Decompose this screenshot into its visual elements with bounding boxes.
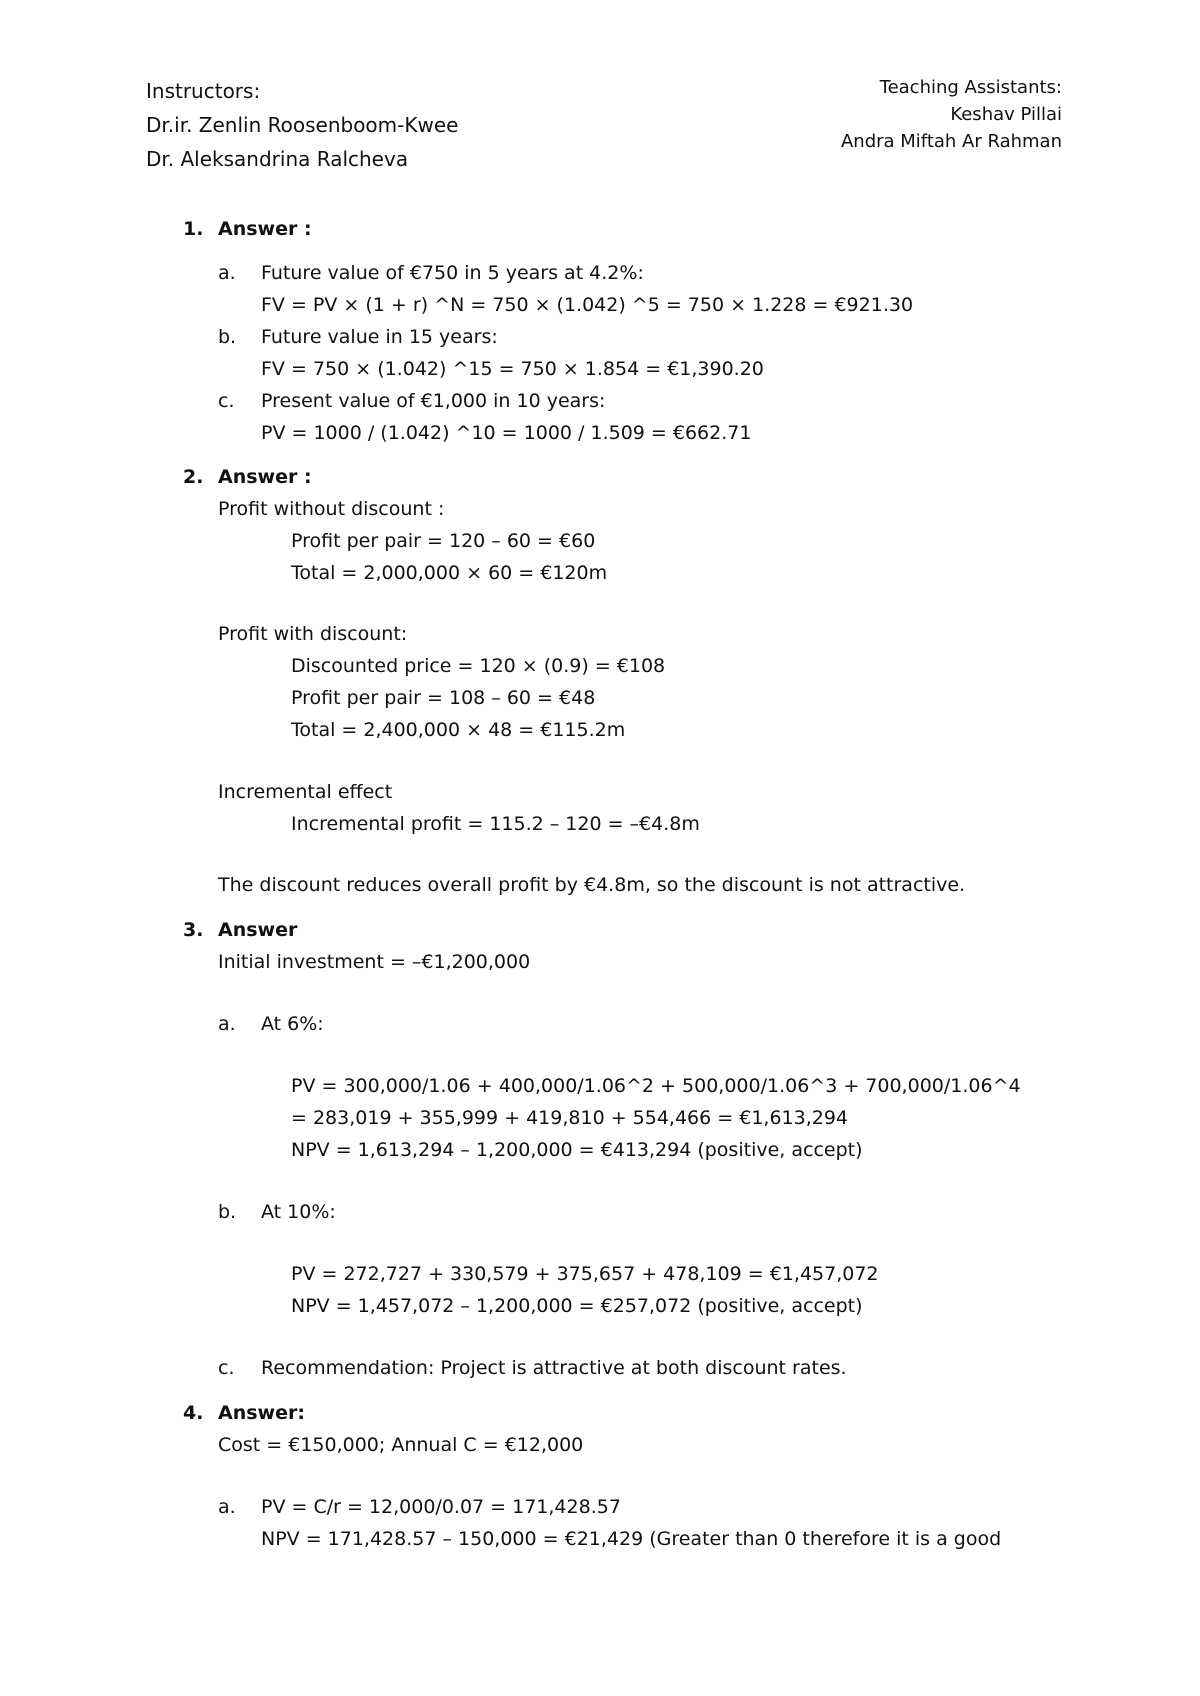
- formula-line: PV = C/r = 12,000/0.07 = 171,428.57: [261, 1496, 621, 1518]
- formula-line: Total = 2,000,000 × 60 = €120m: [291, 562, 608, 584]
- formula-line: PV = 300,000/1.06 + 400,000/1.06^2 + 500,000/1.06^3 + 700,000/1.06^4: [291, 1075, 1021, 1097]
- formula-line: Profit per pair = 120 – 60 = €60: [291, 530, 596, 552]
- item-marker: b.: [218, 1201, 237, 1223]
- item-marker: a.: [218, 262, 236, 284]
- question-number: 2.: [183, 466, 204, 488]
- section-label: Profit without discount :: [218, 498, 445, 520]
- answer-heading: Answer :: [218, 466, 312, 488]
- formula-line: PV = 272,727 + 330,579 + 375,657 + 478,109 = €1,457,072: [291, 1263, 879, 1285]
- question-number: 4.: [183, 1402, 204, 1424]
- formula-line: Total = 2,400,000 × 48 = €115.2m: [291, 719, 626, 741]
- ta-label: Teaching Assistants:: [879, 77, 1062, 98]
- item-marker: a.: [218, 1013, 236, 1035]
- formula-line: Profit per pair = 108 – 60 = €48: [291, 687, 596, 709]
- formula-line: FV = PV × (1 + r) ^N = 750 × (1.042) ^5 = 750 × 1.228 = €921.30: [261, 294, 914, 316]
- item-marker: b.: [218, 326, 237, 348]
- instructors-block: [146, 74, 458, 176]
- formula-line: NPV = 1,457,072 – 1,200,000 = €257,072 (positive, accept): [291, 1295, 863, 1317]
- section-label: At 10%:: [261, 1201, 336, 1223]
- answer-text: Future value in 15 years:: [261, 326, 498, 348]
- formula-line: FV = 750 × (1.042) ^15 = 750 × 1.854 = €1,390.20: [261, 358, 764, 380]
- section-label: Incremental effect: [218, 781, 393, 803]
- answer-heading: Answer :: [218, 218, 312, 240]
- instructors-label: Instructors:: [146, 79, 261, 103]
- answer-text: Present value of €1,000 in 10 years:: [261, 390, 606, 412]
- item-marker: c.: [218, 390, 235, 412]
- formula-line: PV = 1000 / (1.042) ^10 = 1000 / 1.509 = €662.71: [261, 422, 752, 444]
- ta-name: Andra Miftah Ar Rahman: [840, 131, 1062, 152]
- answer-heading: Answer: [218, 919, 298, 941]
- formula-line: = 283,019 + 355,999 + 419,810 + 554,466 = €1,613,294: [291, 1107, 849, 1129]
- instructor-name: Dr. Aleksandrina Ralcheva: [146, 147, 409, 171]
- answer-text: Initial investment = –€1,200,000: [218, 951, 531, 973]
- formula-line: NPV = 171,428.57 – 150,000 = €21,429 (Greater than 0 therefore it is a good: [261, 1528, 1002, 1550]
- item-marker: c.: [218, 1357, 235, 1379]
- section-label: Profit with discount:: [218, 623, 408, 645]
- ta-name: Keshav Pillai: [950, 104, 1062, 125]
- question-number: 3.: [183, 919, 204, 941]
- instructor-name: Dr.ir. Zenlin Roosenboom-Kwee: [146, 113, 459, 137]
- formula-line: Incremental profit = 115.2 – 120 = –€4.8m: [291, 813, 700, 835]
- answer-heading: Answer:: [218, 1402, 305, 1424]
- answer-text: Recommendation: Project is attractive at both discount rates.: [261, 1357, 847, 1379]
- answer-text: Cost = €150,000; Annual C = €12,000: [218, 1434, 584, 1456]
- formula-line: NPV = 1,613,294 – 1,200,000 = €413,294 (positive, accept): [291, 1139, 863, 1161]
- question-number: 1.: [183, 218, 204, 240]
- item-marker: a.: [218, 1496, 236, 1518]
- formula-line: Discounted price = 120 × (0.9) = €108: [291, 655, 666, 677]
- conclusion-text: The discount reduces overall profit by €4.8m, so the discount is not attractive.: [218, 874, 966, 896]
- section-label: At 6%:: [261, 1013, 324, 1035]
- answer-text: Future value of €750 in 5 years at 4.2%:: [261, 262, 644, 284]
- teaching-assistants-block: [841, 74, 1062, 155]
